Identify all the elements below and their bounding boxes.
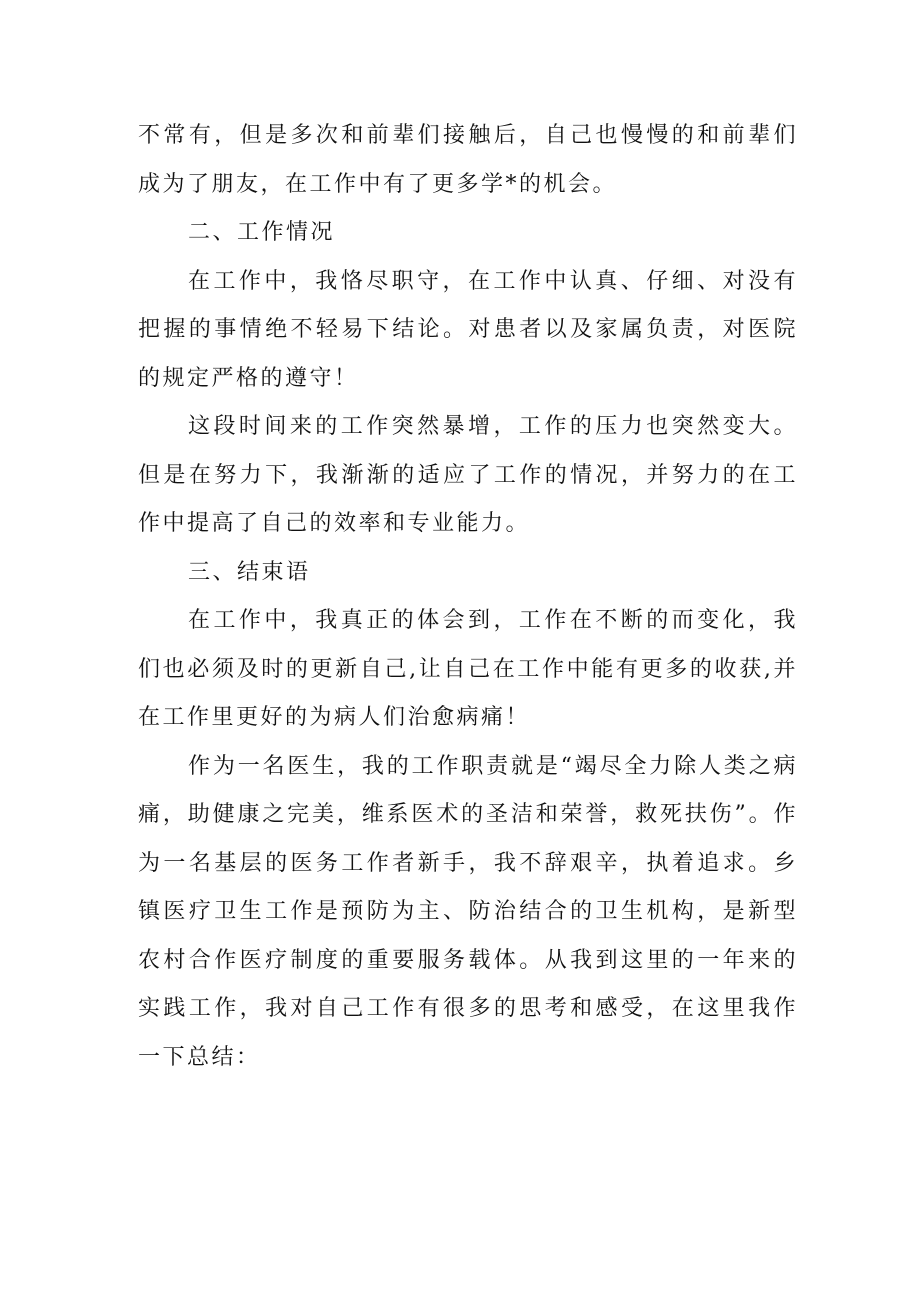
paragraph-duty: 作为一名医生，我的工作职责就是“竭尽全力除人类之病痛，助健康之完美，维系医术的圣洁和荣誉，救死扶伤”。作为一名基层的医务工作者新手，我不辞艰辛，执着追求。乡镇医疗卫生工作是预防为主、防治结合的卫生机构，是新型农村合作医疗制度的重要服务载体。从我到这里的一年来的实践工作，我对自己工作有很多的思考和感受，在这里我作一下总结： [138,753,798,1070]
paragraph-diligence: 在工作中，我恪尽职守，在工作中认真、仔细、对没有把握的事情绝不轻易下结论。对患者以及家属负责，对医院的规定严格的遵守！ [138,268,798,391]
section-heading-work-status: 二、工作情况 [188,220,336,245]
paragraph-continuation: 不常有，但是多次和前辈们接触后，自己也慢慢的和前辈们成为了朋友，在工作中有了更多学*的机会。 [138,123,798,197]
section-heading-conclusion: 三、结束语 [188,559,311,585]
document-body [138,112,798,1082]
paragraph-experience: 在工作中，我真正的体会到，工作在不断的而变化，我们也必须及时的更新自己,让自己在工作中能有更多的收获,并在工作里更好的为病人们治愈病痛！ [138,608,798,730]
paragraph-workload: 这段时间来的工作突然暴增，工作的压力也突然变大。但是在努力下，我渐渐的适应了工作的情况，并努力的在工作中提高了自己的效率和专业能力。 [138,414,798,536]
